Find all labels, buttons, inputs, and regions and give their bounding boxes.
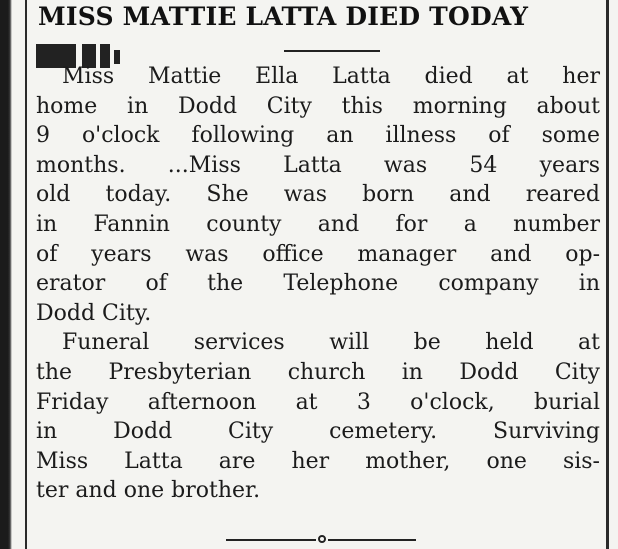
article-line: Miss Mattie Ella Latta died at her: [62, 64, 600, 89]
article-line: old today. She was born and reared: [36, 182, 600, 208]
article-line: erator of the Telephone company in: [36, 271, 600, 297]
article-body: [36, 62, 600, 506]
article-line: home in Dodd City this morning about: [36, 93, 600, 119]
headline-rule: [284, 50, 380, 52]
article-line: in Fannin county and for a number: [36, 211, 600, 237]
article-line: Miss Latta are her mother, one sis-: [36, 448, 600, 474]
newspaper-clipping: [36, 0, 602, 549]
article-line: 9 o'clock following an illness of some: [36, 123, 600, 149]
article-line: the Presbyterian church in Dodd City: [36, 359, 600, 385]
article-line: months. ...Miss Latta was 54 years: [36, 152, 600, 178]
article-line: Funeral services will be held at: [62, 330, 600, 356]
article-line: Friday afternoon at 3 o'clock, burial: [36, 389, 600, 415]
article-line: of years was office manager and op-: [36, 241, 600, 267]
end-of-article-dash: [226, 535, 416, 545]
column-rule-left-thin: [25, 0, 27, 549]
headline: MISS MATTIE LATTA DIED TODAY: [38, 2, 529, 31]
article-line: Dodd City.: [36, 300, 152, 326]
column-rule-right: [606, 0, 609, 549]
article-line: in Dodd City cemetery. Surviving: [36, 419, 600, 445]
article-line: ter and one brother.: [36, 478, 261, 504]
column-rule-left-thick: [0, 0, 12, 549]
